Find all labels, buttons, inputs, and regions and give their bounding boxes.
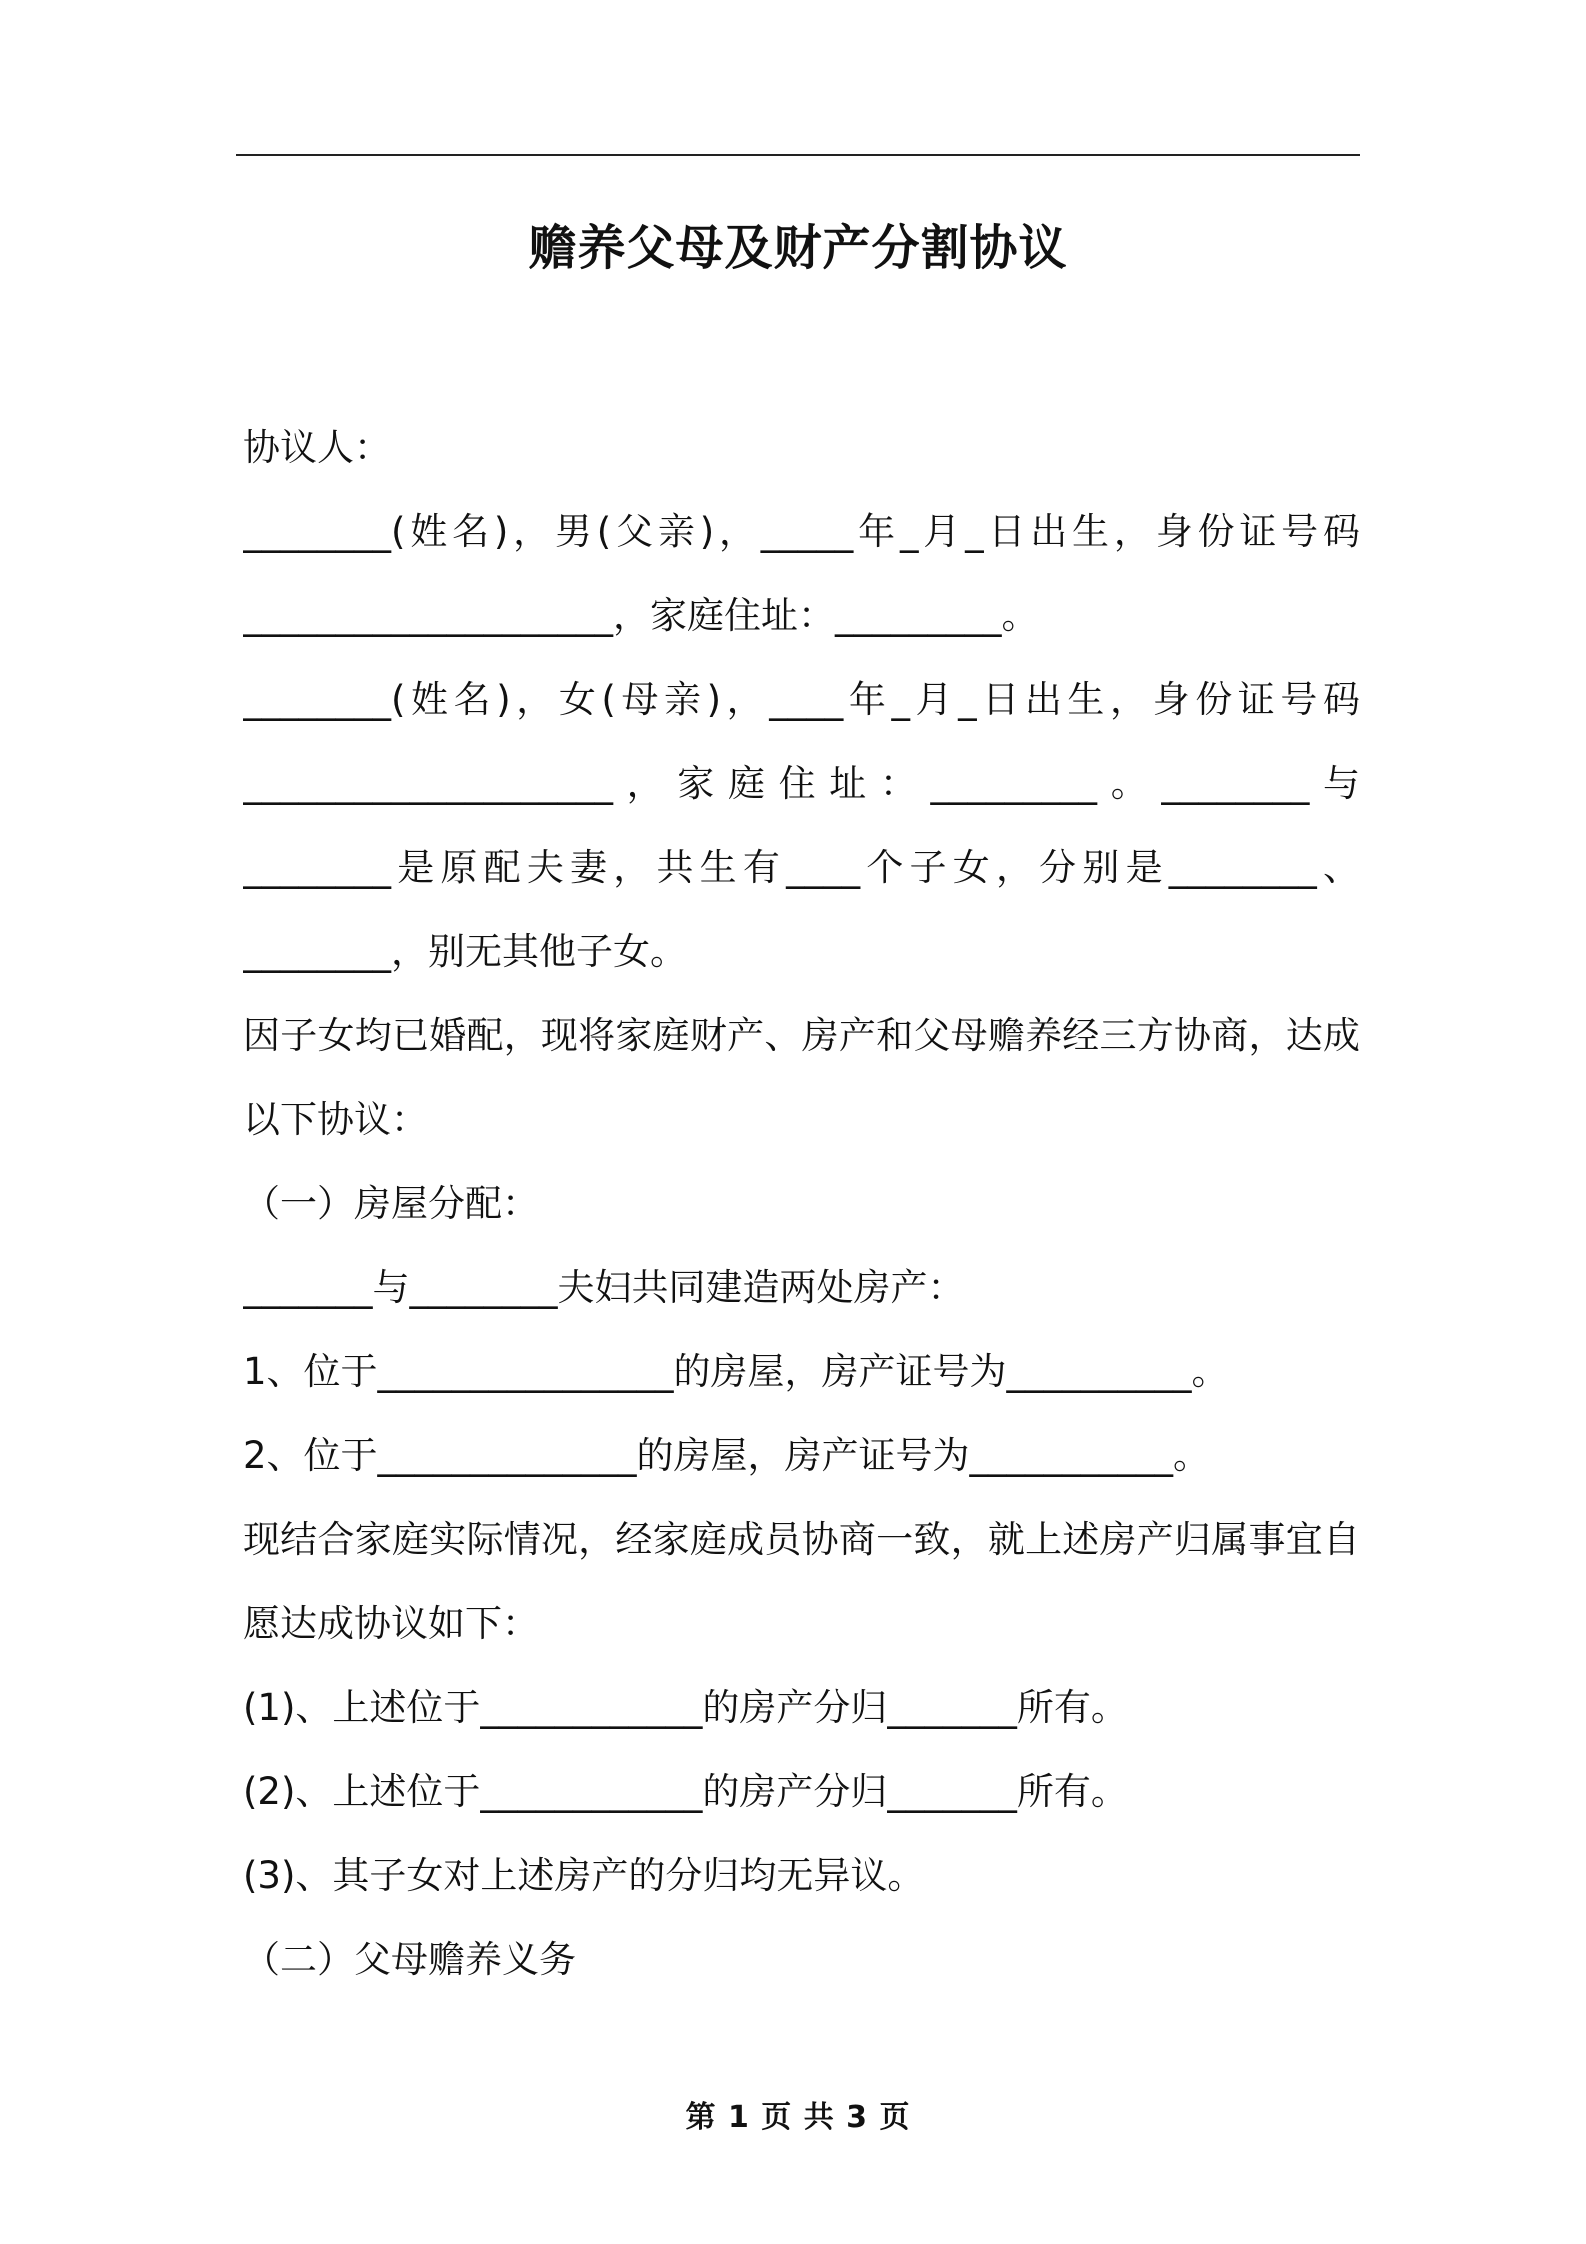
text-line: ________(姓名)，男(父亲)，_____年_月_日出生，身份证号码	[243, 510, 1360, 553]
text-line: ________(姓名)，女(母亲)，____年_月_日出生，身份证号码	[243, 678, 1360, 721]
header-divider	[236, 154, 1360, 156]
text-line: (3)、其子女对上述房产的分归均无异议。	[243, 1854, 925, 1897]
text-line: 2、位于______________的房屋，房产证号为___________。	[243, 1434, 1211, 1477]
text-line: 现结合家庭实际情况，经家庭成员协商一致，就上述房产归属事宜自	[243, 1518, 1360, 1561]
text-line: 协议人：	[243, 426, 391, 469]
text-line: ____________________，家庭住址：_________。________与	[243, 762, 1360, 805]
text-line: (2)、上述位于____________的房产分归_______所有。	[243, 1770, 1128, 1813]
text-line: ________，别无其他子女。	[243, 930, 687, 973]
text-line: 以下协议：	[243, 1098, 428, 1141]
section-heading: （二）父母赡养义务	[243, 1938, 576, 1981]
page-number-footer: 第 1 页 共 3 页	[685, 2100, 911, 2135]
document-title: 赡养父母及财产分割协议	[528, 220, 1068, 276]
text-line: (1)、上述位于____________的房产分归_______所有。	[243, 1686, 1128, 1729]
agreement-body	[243, 406, 1360, 2002]
text-line: 1、位于________________的房屋，房产证号为__________。	[243, 1350, 1229, 1393]
text-line: _______与________夫妇共同建造两处房产：	[243, 1266, 965, 1309]
text-line: ________是原配夫妻，共生有____个子女，分别是________、	[243, 846, 1360, 889]
text-line: 因子女均已婚配，现将家庭财产、房产和父母赡养经三方协商，达成	[243, 1014, 1360, 1057]
text-line: ____________________，家庭住址：_________。	[243, 594, 1039, 637]
text-line: 愿达成协议如下：	[243, 1602, 539, 1645]
section-heading: （一）房屋分配：	[243, 1182, 539, 1225]
